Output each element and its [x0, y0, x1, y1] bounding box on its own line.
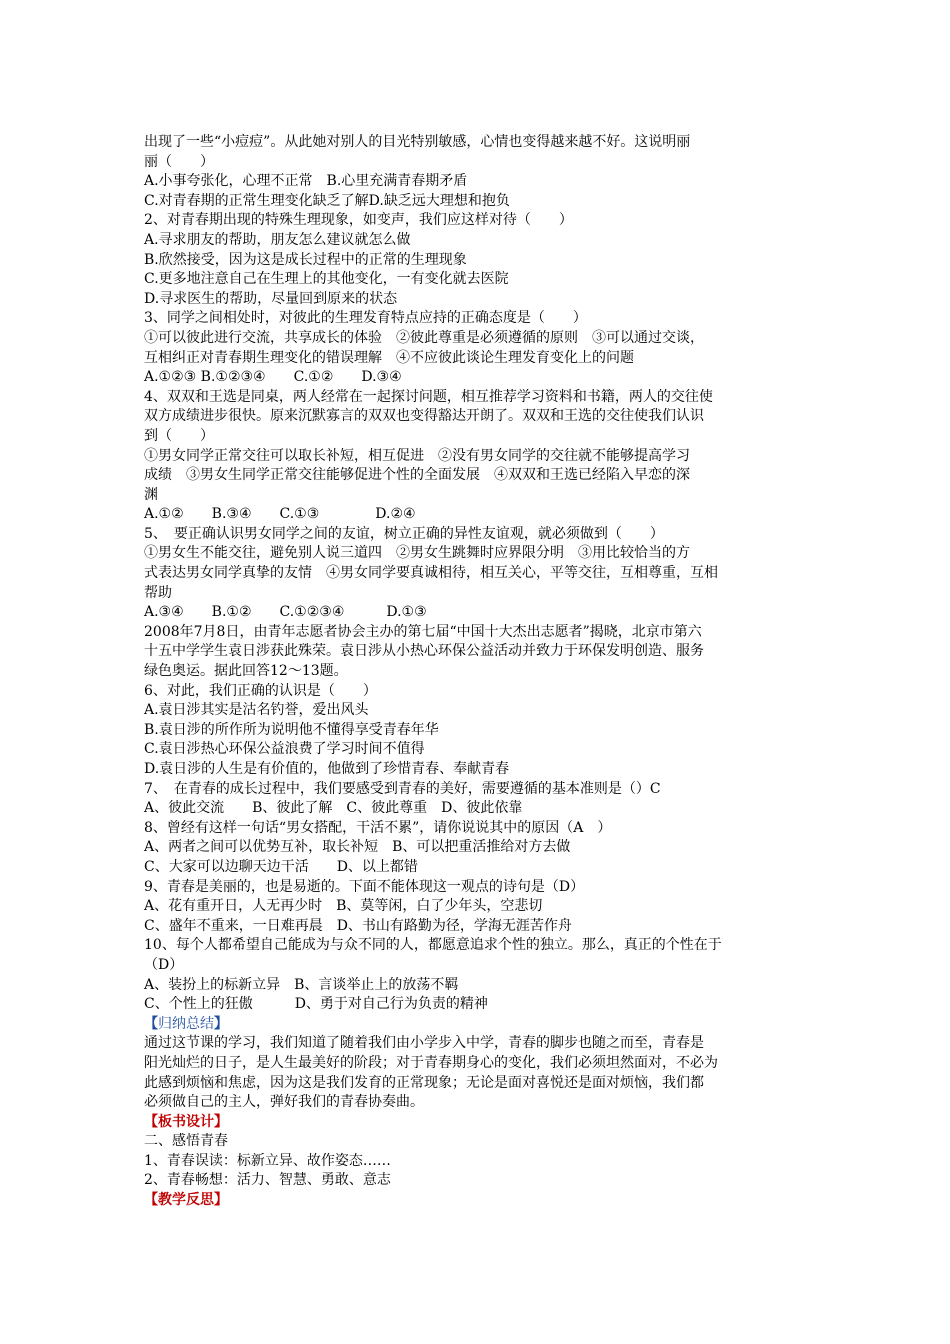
document-body	[144, 133, 812, 1211]
text-line: 2、对青春期出现的特殊生理现象，如变声，我们应这样对待（ ）	[144, 212, 573, 229]
text-line: A.①②③ B.①②③④ C.①② D.③④	[144, 369, 402, 386]
text-line: C.袁日涉热心环保公益浪费了学习时间不值得	[144, 741, 425, 758]
text-line: A.①② B.③④ C.①③ D.②④	[144, 506, 416, 523]
text-line: 双方成绩进步很快。原来沉默寡言的双双也变得豁达开朗了。双双和王选的交往使我们认识	[144, 408, 704, 425]
board-line: 1、青春误读：标新立异、故作姿态……	[144, 1152, 391, 1169]
text-line: A.③④ B.①② C.①②③④ D.①③	[144, 604, 427, 621]
text-line: A.袁日涉其实是沽名钓誉，爱出风头	[144, 702, 369, 719]
text-line: A、彼此交流 B、彼此了解 C、彼此尊重 D、彼此依靠	[144, 800, 523, 817]
text-line: 成绩 ③男女生同学正常交往能够促进个性的全面发展 ④双双和王选已经陷入早恋的深	[144, 467, 690, 484]
text-line: B.袁日涉的所作所为说明他不懂得享受青春年华	[144, 721, 439, 738]
text-line: 出现了一些“小痘痘”。从此她对别人的目光特别敏感，心情也变得越来越不好。这说明丽	[144, 134, 691, 150]
board-line: 2、青春畅想：活力、智慧、勇敢、意志	[144, 1172, 391, 1189]
text-line: ①男女生不能交往，避免别人说三道四 ②男女生跳舞时应界限分明 ③用比较恰当的方	[144, 545, 690, 562]
summary-heading-title: 归纳总结	[158, 1015, 214, 1032]
question-section	[144, 133, 812, 1015]
text-line: D.寻求医生的帮助，尽量回到原来的状态	[144, 290, 398, 307]
text-line: ①可以彼此进行交流，共享成长的体验 ②彼此尊重是必须遵循的原则 ③可以通过交谈，	[144, 329, 704, 346]
board-design-heading: 【板书设计】	[144, 1113, 228, 1130]
text-line: 帮助	[144, 584, 172, 601]
text-line: C、个性上的狂傲 D、勇于对自己行为负责的精神	[144, 996, 488, 1013]
text-line: A.寻求朋友的帮助，朋友怎么建议就怎么做	[144, 231, 411, 248]
text-line: 6、对此，我们正确的认识是（ ）	[144, 682, 377, 699]
teaching-reflection-heading: 【教学反思】	[144, 1192, 228, 1209]
text-line: 8、曾经有这样一句话“男女搭配，干活不累”，请你说说其中的原因（A ）	[144, 819, 612, 836]
text-line: 式表达男女同学真挚的友情 ④男女同学要真诚相待，相互关心，平等交往，互相尊重，互相	[144, 565, 718, 582]
text-line: 7、 在青春的成长过程中，我们要感受到青春的美好，需要遵循的基本准则是（）C	[144, 780, 661, 797]
summary-heading-open: 【	[144, 1015, 158, 1032]
text-line: B.欣然接受，因为这是成长过程中的正常的生理现象	[144, 251, 467, 268]
text-line: A、两者之间可以优势互补，取长补短 B、可以把重活推给对方去做	[144, 839, 571, 856]
summary-line: 此感到烦恼和焦虑，因为这是我们发育的正常现象；无论是面对喜悦还是面对烦恼，我们都	[144, 1074, 704, 1091]
summary-line: 通过这节课的学习，我们知道了随着我们由小学步入中学，青春的脚步也随之而至，青春是	[144, 1035, 704, 1052]
text-line: 丽（ ）	[144, 153, 214, 170]
text-line: C.对青春期的正常生理变化缺乏了解D.缺乏远大理想和抱负	[144, 192, 510, 209]
summary-heading	[144, 1015, 812, 1035]
text-line: 2008年7月8日，由青年志愿者协会主办的第七届“中国十大杰出志愿者”揭晓，北京市第六	[144, 623, 702, 640]
summary-heading-close: 】	[214, 1015, 228, 1032]
text-line: A.小事夸张化，心理不正常 B.心里充满青春期矛盾	[144, 173, 468, 190]
text-line: ①男女同学正常交往可以取长补短，相互促进 ②没有男女同学的交往就不能够提高学习	[144, 447, 690, 464]
text-line: C、盛年不重来，一日难再晨 D、书山有路勤为径，学海无涯苦作舟	[144, 917, 572, 934]
text-line: 5、 要正确认识男女同学之间的友谊，树立正确的异性友谊观，就必须做到（ ）	[144, 525, 664, 542]
board-design-section	[144, 1132, 812, 1191]
text-line: （D）	[144, 956, 184, 973]
text-line: 9、青春是美丽的，也是易逝的。下面不能体现这一观点的诗句是（D）	[144, 878, 585, 895]
text-line: 绿色奥运。据此回答12～13题。	[144, 663, 348, 680]
summary-line: 必须做自己的主人，弹好我们的青春协奏曲。	[144, 1094, 424, 1111]
text-line: 渊	[144, 486, 158, 503]
text-line: A、装扮上的标新立异 B、言谈举止上的放荡不羁	[144, 976, 459, 993]
text-line: 十五中学学生袁日涉获此殊荣。袁日涉从小热心环保公益活动并致力于环保发明创造、服务	[144, 643, 704, 660]
summary-line: 阳光灿烂的日子，是人生最美好的阶段；对于青春期身心的变化，我们必须坦然面对，不必为	[144, 1054, 718, 1071]
text-line: D.袁日涉的人生是有价值的，他做到了珍惜青春、奉献青春	[144, 761, 510, 777]
text-line: 到（ ）	[144, 427, 214, 444]
text-line: A、花有重开日，人无再少时 B、莫等闲，白了少年头，空悲切	[144, 898, 543, 915]
board-line: 二、感悟青春	[144, 1133, 228, 1150]
text-line: 互相纠正对青春期生理变化的错误理解 ④不应彼此谈论生理发育变化上的问题	[144, 349, 634, 366]
summary-paragraph	[144, 1034, 812, 1112]
text-line: 10、每个人都希望自己能成为与众不同的人，都愿意追求个性的独立。那么，真正的个性在于	[144, 937, 722, 954]
text-line: C.更多地注意自己在生理上的其他变化，一有变化就去医院	[144, 271, 509, 288]
text-line: 4、双双和王选是同桌，两人经常在一起探讨问题，相互推荐学习资料和书籍，两人的交往使	[144, 388, 713, 405]
text-line: 3、同学之间相处时，对彼此的生理发育特点应持的正确态度是（ ）	[144, 310, 587, 327]
text-line: C、大家可以边聊天边干活 D、以上都错	[144, 858, 418, 875]
